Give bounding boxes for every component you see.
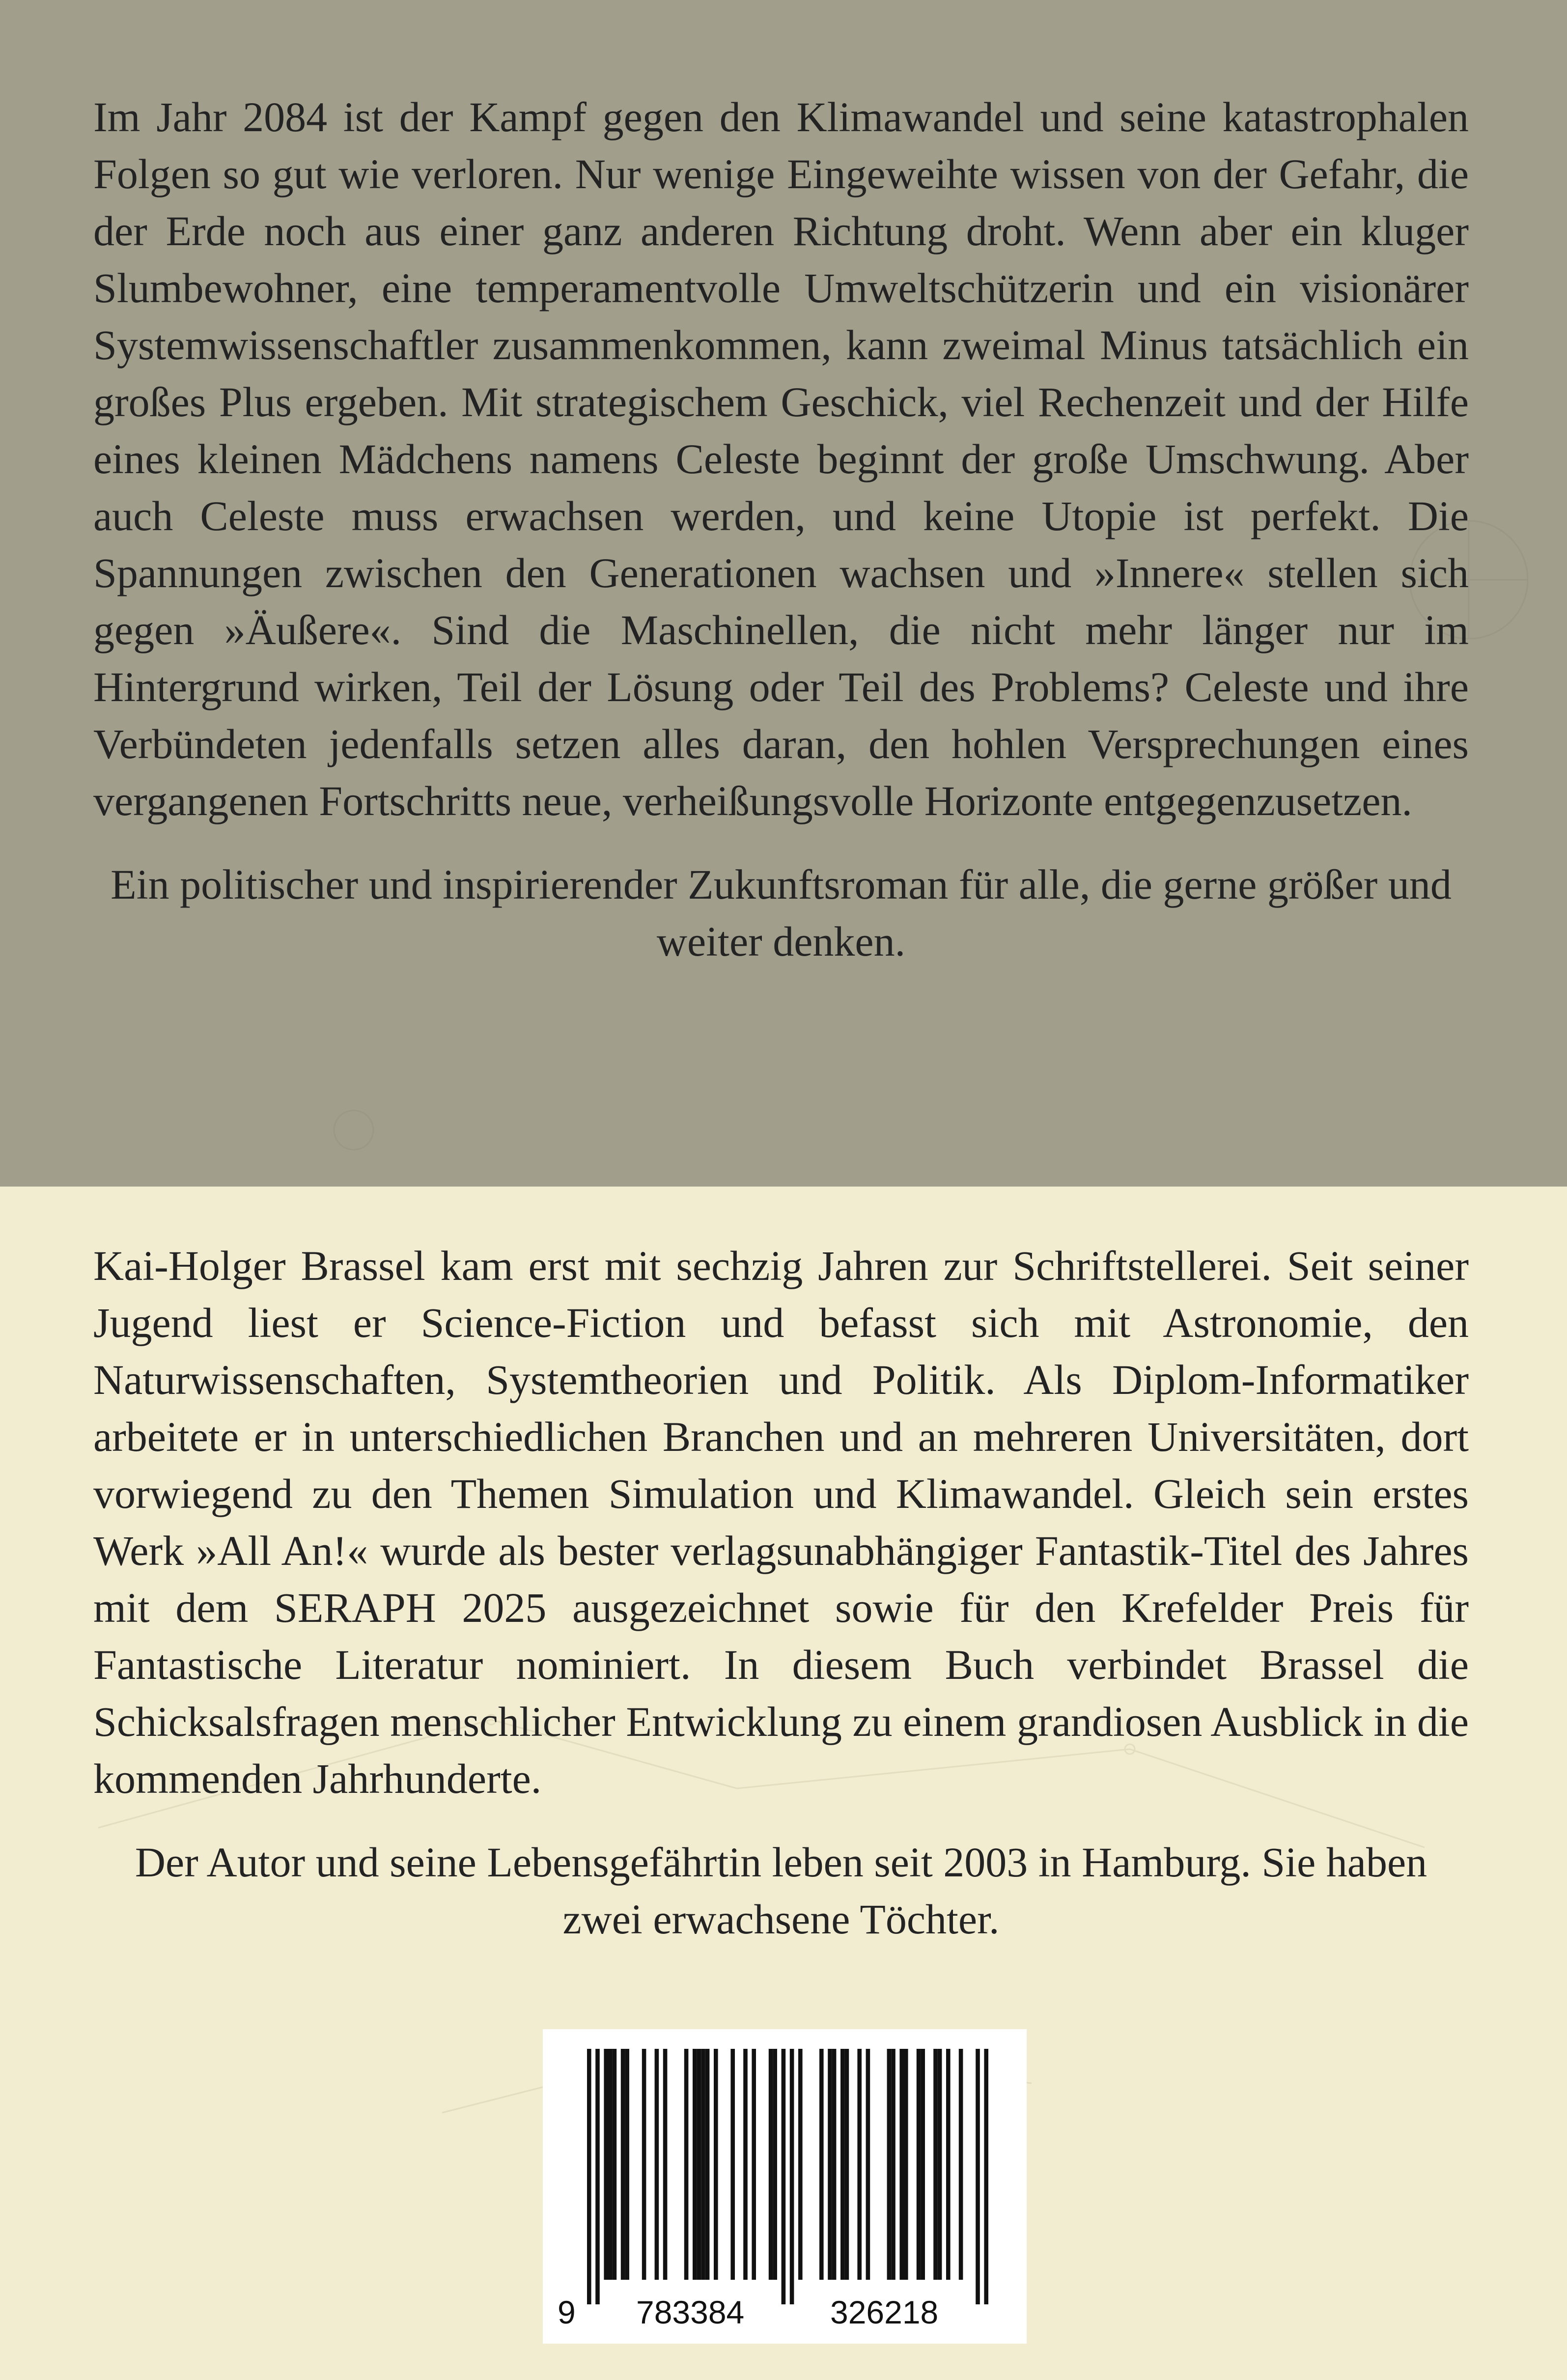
barcode-bar (938, 2049, 942, 2280)
barcode-bar (857, 2049, 862, 2280)
barcode-bar (904, 2049, 908, 2280)
barcode-bars (543, 2029, 1027, 2304)
barcode-bar (642, 2049, 646, 2280)
barcode-bar (819, 2049, 824, 2280)
barcode-bar (899, 2049, 904, 2280)
barcode-bar (714, 2049, 718, 2280)
barcode-bar (595, 2049, 600, 2304)
author-closing-line: Der Autor und seine Lebensgefährtin leben seit 2003 in Hamburg. Sie haben zwei erwachsene Töchter. (135, 1839, 1427, 1943)
barcode-bar (845, 2049, 849, 2280)
barcode-bar (887, 2049, 892, 2280)
barcode-bar (705, 2049, 710, 2280)
barcode-bar (891, 2049, 895, 2280)
barcode-bar (655, 2049, 659, 2280)
barcode-bar (790, 2049, 794, 2304)
barcode-bar (693, 2049, 697, 2280)
barcode-bar (752, 2049, 756, 2280)
blurb-closing-line: Ein politischer und inspirierender Zukunftsroman für alle, die gerne größer und weiter denken. (111, 861, 1452, 965)
barcode-bar (730, 2049, 735, 2280)
barcode-bar (832, 2049, 837, 2280)
barcode-bar (625, 2049, 629, 2280)
barcode-bar (984, 2049, 988, 2304)
barcode-bar (946, 2049, 951, 2280)
barcode-bar (663, 2049, 668, 2280)
author-paragraph: Kai-Holger Brassel kam erst mit sechzig Jahren zur Schriftstellerei. Seit seiner Jugend liest er Science-Fiction und befasst sich mit Astronomie, den Naturwissenschaften, Systemtheorien und Politik. Als Diplom-Informatiker arbeitete er in unterschiedlichen Branchen und an mehreren Universitäten, dort vorwiegend zu den Themen Simulation und Klimawandel. Gleich sein erstes Werk »All An!« wurde als bester verlagsunabhängiger Fantastik-Titel des Jahres mit dem SERAPH 2025 ausgezeichnet sowie für den Krefelder Preis für Fantastische Literatur nominiert. In diesem Buch verbindet Brassel die Schicksalsfragen menschlicher Entwicklung zu einem grandiosen Ausblick in die kommenden Jahrhunderte. (93, 1242, 1469, 1802)
isbn-first-digit: 9 (558, 2294, 576, 2330)
barcode-bar (743, 2049, 748, 2280)
blurb-paragraph: Im Jahr 2084 ist der Kampf gegen den Klimawandel und seine katastrophalen Folgen so gut wie verloren. Nur wenige Eingeweihte wissen von der Gefahr, die der Erde noch aus einer ganz anderen Richtung droht. Wenn aber ein kluger Slumbewohner, eine temperamentvolle Umweltschützerin und ein visionärer Systemwissenschaftler zusammenkommen, kann zweimal Minus tatsächlich ein großes Plus ergeben. Mit strategischem Geschick, viel Rechenzeit und der Hilfe eines kleinen Mädchens namens Celeste beginnt der große Umschwung. Aber auch Celeste muss erwachsen werden, und keine Utopie ist perfekt. Die Spannungen zwischen den Generationen wachsen und »Innere« stellen sich gegen »Äußere«. Sind die Maschinellen, die nicht mehr länger nur im Hintergrund wirken, Teil der Lösung oder Teil des Problems? Celeste und ihre Verbündeten jedenfalls setzen alles daran, den hohlen Versprechungen eines vergangenen Fortschritts neue, verheißungsvolle Horizonte entgegenzusetzen. (93, 93, 1469, 824)
barcode-bar (866, 2049, 870, 2280)
barcode-bar (959, 2049, 963, 2280)
barcode-bar (921, 2049, 925, 2280)
author-bio (93, 1237, 1469, 1948)
barcode-bar (773, 2049, 777, 2280)
isbn-digits (543, 2285, 1027, 2339)
isbn-left-group: 783384 (636, 2294, 745, 2330)
barcode-bar (604, 2049, 608, 2280)
barcode-bar (769, 2049, 773, 2280)
barcode-bar (798, 2049, 803, 2280)
barcode-bar (701, 2049, 705, 2280)
barcode-bar (613, 2049, 617, 2280)
barcode-bar (976, 2049, 980, 2304)
barcode-bar (933, 2049, 938, 2280)
barcode-bar (587, 2049, 591, 2304)
barcode-bar (917, 2049, 921, 2280)
barcode-bar (608, 2049, 613, 2280)
barcode-bar (684, 2049, 689, 2280)
barcode-bar (828, 2049, 832, 2280)
barcode-bar (840, 2049, 845, 2280)
barcode-bar (782, 2049, 786, 2304)
barcode-bar (621, 2049, 625, 2280)
blurb-text (93, 88, 1469, 970)
barcode-bar (697, 2049, 701, 2280)
isbn-barcode (543, 2029, 1027, 2344)
isbn-right-group: 326218 (830, 2294, 939, 2330)
